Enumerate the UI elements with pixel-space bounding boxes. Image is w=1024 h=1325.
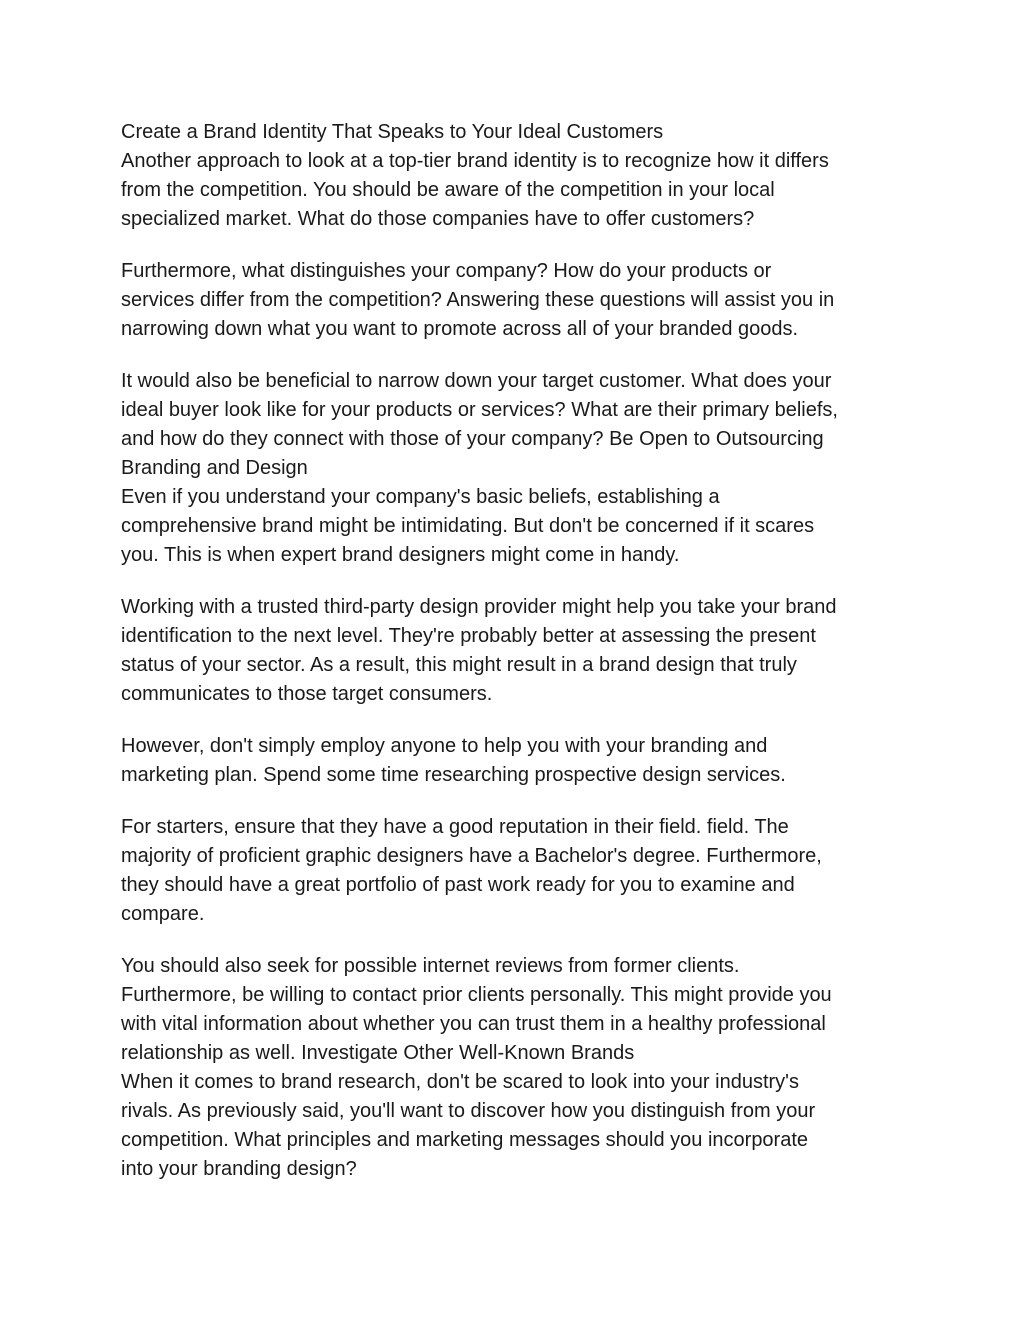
- text-line: majority of proficient graphic designers have a Bachelor's degree. Furthermore,: [121, 845, 822, 867]
- text-line: comprehensive brand might be intimidating. But don't be concerned if it scares: [121, 515, 815, 537]
- paragraph: [121, 813, 911, 929]
- text-line: You should also seek for possible internet reviews from former clients.: [121, 955, 740, 977]
- document-page: [121, 118, 911, 1184]
- paragraph: [121, 593, 911, 709]
- text-line: into your branding design?: [121, 1158, 357, 1180]
- text-line: communicates to those target consumers.: [121, 683, 493, 705]
- text-line: Create a Brand Identity That Speaks to Your Ideal Customers: [121, 121, 664, 143]
- text-line: identification to the next level. They're probably better at assessing the present: [121, 625, 816, 647]
- text-line: However, don't simply employ anyone to help you with your branding and: [121, 735, 768, 757]
- paragraph: [121, 257, 911, 344]
- text-line: specialized market. What do those companies have to offer customers?: [121, 208, 755, 230]
- text-line: Another approach to look at a top-tier brand identity is to recognize how it differs: [121, 150, 829, 172]
- paragraph: [121, 952, 911, 1184]
- text-line: When it comes to brand research, don't be scared to look into your industry's: [121, 1071, 799, 1093]
- text-line: Furthermore, what distinguishes your company? How do your products or: [121, 260, 772, 282]
- text-line: competition. What principles and marketing messages should you incorporate: [121, 1129, 809, 1151]
- text-line: they should have a great portfolio of past work ready for you to examine and: [121, 874, 795, 896]
- text-line: from the competition. You should be aware of the competition in your local: [121, 179, 775, 201]
- paragraph: [121, 367, 911, 570]
- text-line: ideal buyer look like for your products or services? What are their primary beliefs,: [121, 399, 838, 421]
- text-line: Furthermore, be willing to contact prior clients personally. This might provide you: [121, 984, 832, 1006]
- text-line: narrowing down what you want to promote across all of your branded goods.: [121, 318, 799, 340]
- text-line: Branding and Design: [121, 457, 308, 479]
- paragraph: [121, 732, 911, 790]
- text-line: It would also be beneficial to narrow down your target customer. What does your: [121, 370, 832, 392]
- text-line: and how do they connect with those of your company? Be Open to Outsourcing: [121, 428, 824, 450]
- text-line: with vital information about whether you can trust them in a healthy professional: [121, 1013, 826, 1035]
- text-line: marketing plan. Spend some time researching prospective design services.: [121, 764, 786, 786]
- text-line: For starters, ensure that they have a good reputation in their field. field. The: [121, 816, 789, 838]
- text-line: Even if you understand your company's basic beliefs, establishing a: [121, 486, 720, 508]
- text-line: you. This is when expert brand designers might come in handy.: [121, 544, 680, 566]
- paragraph: [121, 118, 911, 234]
- text-line: compare.: [121, 903, 205, 925]
- text-line: services differ from the competition? Answering these questions will assist you in: [121, 289, 835, 311]
- text-line: status of your sector. As a result, this might result in a brand design that truly: [121, 654, 797, 676]
- text-line: Working with a trusted third-party design provider might help you take your brand: [121, 596, 837, 618]
- text-line: relationship as well. Investigate Other Well-Known Brands: [121, 1042, 635, 1064]
- text-line: rivals. As previously said, you'll want to discover how you distinguish from your: [121, 1100, 816, 1122]
